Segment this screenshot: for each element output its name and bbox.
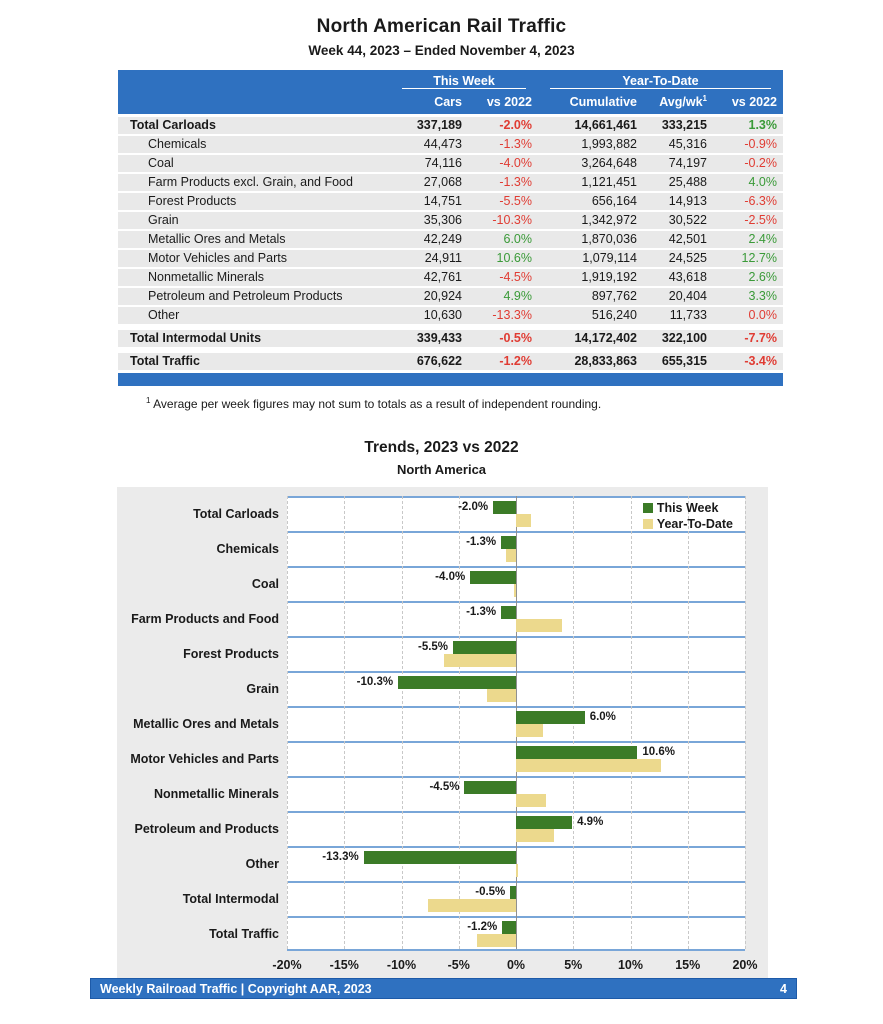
row-value: 333,215 [661, 118, 707, 133]
chart-category-label: Farm Products and Food [131, 611, 279, 626]
row-value: -4.5% [499, 270, 532, 285]
row-label: Other [148, 308, 180, 323]
row-value: 339,433 [416, 331, 462, 346]
row-value: -3.4% [744, 354, 777, 369]
row-label: Nonmetallic Minerals [148, 270, 265, 285]
row-value: 1,079,114 [582, 251, 637, 266]
gridline [344, 496, 345, 949]
bar-this-week [453, 641, 516, 654]
bar-value-label: 6.0% [589, 711, 616, 724]
row-value: 42,761 [423, 270, 462, 285]
footnote-superscript: 1 [146, 396, 151, 406]
row-value: 0.0% [748, 308, 777, 323]
row-value: 2.4% [748, 232, 777, 247]
bar-year-to-date [516, 864, 518, 877]
row-value: 43,618 [668, 270, 707, 285]
bar-this-week [398, 676, 516, 689]
column-group-year-to-date: Year-To-Date [538, 74, 783, 91]
bar-value-label: -0.5% [475, 886, 506, 899]
gridline [631, 496, 632, 949]
bar-value-label: -1.2% [467, 921, 498, 934]
row-value: -2.0% [499, 118, 532, 133]
row-label: Forest Products [148, 194, 237, 209]
table-row [118, 307, 783, 324]
gridline [459, 496, 460, 949]
x-axis-tick-label: 20% [732, 958, 758, 973]
year-to-date-swatch-icon [643, 519, 653, 529]
row-label: Total Carloads [130, 118, 216, 133]
row-value: 1,342,972 [581, 213, 637, 228]
gridline [402, 496, 403, 949]
row-value: 42,501 [668, 232, 707, 247]
row-value: -2.5% [744, 213, 777, 228]
row-value: 44,473 [423, 137, 462, 152]
row-value: 25,488 [668, 175, 707, 190]
legend-item-year-to-date: Year-To-Date [643, 517, 733, 531]
bar-this-week [464, 781, 516, 794]
row-value: 20,924 [423, 289, 462, 304]
row-value: -1.2% [499, 354, 532, 369]
table-row [118, 250, 783, 267]
gridline [745, 496, 746, 949]
column-header-cars: Cars [434, 94, 462, 109]
bar-value-label: -2.0% [458, 501, 489, 514]
row-value: 4.0% [748, 175, 777, 190]
bar-value-label: -1.3% [466, 606, 497, 619]
footer-bar [90, 978, 797, 999]
row-label: Farm Products excl. Grain, and Food [148, 175, 353, 190]
row-value: -0.2% [744, 156, 777, 171]
x-axis-tick-label: -10% [386, 958, 417, 973]
row-label: Grain [148, 213, 179, 228]
row-value: 14,751 [423, 194, 462, 209]
bar-this-week [493, 501, 516, 514]
row-value: -0.9% [744, 137, 777, 152]
page-subtitle: Week 44, 2023 – Ended November 4, 2023 [308, 43, 575, 58]
row-value: 14,661,461 [574, 118, 637, 133]
row-value: 27,068 [423, 175, 462, 190]
group-underline [402, 88, 526, 89]
column-header-ytd-vs-2022: vs 2022 [731, 94, 777, 109]
chart-category-label: Chemicals [216, 541, 279, 556]
bar-year-to-date [516, 829, 554, 842]
row-value: 74,197 [668, 156, 707, 171]
chart-category-labels [117, 496, 287, 951]
row-value: 1,919,192 [581, 270, 637, 285]
this-week-swatch-icon [643, 503, 653, 513]
table-row [118, 269, 783, 286]
bar-year-to-date [487, 689, 516, 702]
bar-value-label: -13.3% [322, 851, 359, 864]
bar-this-week [516, 816, 572, 829]
group-underline [550, 88, 771, 89]
table-body [118, 117, 783, 370]
row-value: 4.9% [503, 289, 532, 304]
x-axis-tick-label: 0% [506, 958, 526, 973]
row-label: Metallic Ores and Metals [148, 232, 286, 247]
bar-value-label: -1.3% [466, 536, 497, 549]
row-value: 42,249 [423, 232, 462, 247]
row-value: -10.3% [492, 213, 532, 228]
row-value: 30,522 [668, 213, 707, 228]
chart-plot [287, 496, 745, 951]
row-value: 3.3% [748, 289, 777, 304]
table-row [118, 174, 783, 191]
row-value: 1,121,451 [581, 175, 637, 190]
column-group-this-week: This Week [390, 74, 538, 91]
row-value: 1,870,036 [581, 232, 637, 247]
column-header-cars-vs-2022: vs 2022 [486, 94, 532, 109]
bar-year-to-date [477, 934, 516, 947]
row-value: -6.3% [744, 194, 777, 209]
row-value: 516,240 [591, 308, 637, 323]
footnote: $^1$ Average per week figures may not sum to totals as a result of independent rounding. [146, 396, 602, 412]
chart-category-label: Petroleum and Products [134, 821, 279, 836]
table-row [118, 330, 783, 347]
bar-this-week [501, 536, 516, 549]
bar-value-label: -4.0% [435, 571, 466, 584]
row-value: -1.3% [499, 175, 532, 190]
row-value: 12.7% [741, 251, 777, 266]
bar-year-to-date [444, 654, 516, 667]
bar-year-to-date [516, 759, 661, 772]
x-axis-tick-label: 15% [675, 958, 701, 973]
legend-item-this-week: This Week [643, 501, 733, 515]
row-value: 897,762 [591, 289, 637, 304]
chart-category-label: Metallic Ores and Metals [133, 716, 279, 731]
bar-year-to-date [514, 584, 516, 597]
page-number: 4 [780, 981, 787, 996]
table-row [118, 136, 783, 153]
chart-category-label: Forest Products [183, 646, 279, 661]
chart-category-label: Grain [246, 681, 279, 696]
chart-category-label: Nonmetallic Minerals [153, 786, 279, 801]
bar-year-to-date [428, 899, 516, 912]
x-axis-tick-label: -5% [447, 958, 470, 973]
row-value: 14,172,402 [574, 331, 637, 346]
row-label: Chemicals [148, 137, 207, 152]
chart-category-label: Motor Vehicles and Parts [130, 751, 279, 766]
bar-value-label: 4.9% [577, 816, 604, 829]
x-axis-tick-label: -15% [329, 958, 359, 973]
x-axis-tick-label: -20% [272, 958, 302, 973]
gridline [287, 496, 288, 949]
table-row [118, 231, 783, 248]
trends-chart [117, 487, 768, 981]
row-value: 10.6% [496, 251, 532, 266]
bar-value-label: -10.3% [356, 676, 394, 689]
bar-this-week [502, 921, 516, 934]
row-value: 1.3% [748, 118, 777, 133]
bar-this-week [501, 606, 516, 619]
bar-value-label: -5.5% [417, 641, 449, 654]
bar-year-to-date [516, 514, 531, 527]
bar-this-week [516, 711, 585, 724]
bar-year-to-date [506, 549, 516, 562]
chart-category-label: Coal [251, 576, 279, 591]
row-value: 11,733 [669, 308, 707, 323]
row-value: 6.0% [503, 232, 532, 247]
table-row [118, 353, 783, 370]
row-value: -0.5% [499, 331, 532, 346]
row-label: Total Traffic [130, 354, 200, 369]
table-row [118, 117, 783, 134]
bar-value-label: -4.5% [429, 781, 460, 794]
bar-this-week [510, 886, 516, 899]
column-header-avg-wk: Avg/$wk^1$ [659, 94, 707, 110]
row-value: -5.5% [499, 194, 532, 209]
row-value: 655,315 [661, 354, 707, 369]
row-value: 1,993,882 [581, 137, 637, 152]
page-title: North American Rail Traffic [316, 16, 567, 37]
row-value: -1.3% [499, 137, 532, 152]
row-value: 3,264,648 [581, 156, 637, 171]
row-value: 676,622 [416, 354, 462, 369]
table-row [118, 288, 783, 305]
bar-value-label: 10.6% [642, 746, 675, 759]
x-axis-tick-label: 10% [617, 958, 644, 973]
row-value: -7.7% [744, 331, 777, 346]
row-label: Motor Vehicles and Parts [148, 251, 287, 266]
row-value: 656,164 [591, 194, 637, 209]
row-value: -13.3% [492, 308, 532, 323]
row-value: 337,189 [416, 118, 462, 133]
table-row [118, 155, 783, 172]
row-value: 10,630 [423, 308, 462, 323]
chart-subtitle: North America [396, 462, 487, 478]
row-value: -4.0% [499, 156, 532, 171]
bar-this-week [364, 851, 516, 864]
row-value: 14,913 [668, 194, 707, 209]
chart-x-axis [272, 951, 758, 977]
x-axis-tick-label: 5% [564, 958, 583, 973]
bar-this-week [470, 571, 516, 584]
row-value: 2.6% [748, 270, 777, 285]
row-value: 28,833,863 [574, 354, 637, 369]
bar-year-to-date [516, 794, 546, 807]
gridline [688, 496, 689, 949]
row-label: Coal [148, 156, 174, 171]
chart-category-label: Total Carloads [193, 506, 279, 521]
table-row [118, 212, 783, 229]
row-value: 24,911 [424, 251, 462, 266]
chart-category-label: Total Traffic [209, 926, 279, 941]
row-value: 24,525 [668, 251, 707, 266]
row-value: 35,306 [423, 213, 462, 228]
row-value: 20,404 [668, 289, 707, 304]
row-label: Petroleum and Petroleum Products [148, 289, 343, 304]
bar-this-week [516, 746, 637, 759]
table-header [118, 70, 783, 114]
row-value: 74,116 [424, 156, 462, 171]
chart-title: Trends, 2023 vs 2022 [364, 439, 519, 457]
row-value: 322,100 [661, 331, 707, 346]
traffic-table [118, 70, 783, 386]
row-label: Total Intermodal Units [130, 331, 262, 346]
chart-category-label: Total Intermodal [182, 891, 279, 906]
column-header-cumulative: Cumulative [569, 94, 637, 109]
footer-text: Weekly Railroad Traffic | Copyright AAR, 2023 [100, 981, 372, 996]
chart-category-label: Other [245, 856, 279, 871]
bar-year-to-date [516, 619, 562, 632]
table-row [118, 193, 783, 210]
row-value: 45,316 [668, 137, 707, 152]
bar-year-to-date [516, 724, 543, 737]
table-bottom-bar [118, 373, 783, 386]
chart-legend [643, 501, 733, 533]
